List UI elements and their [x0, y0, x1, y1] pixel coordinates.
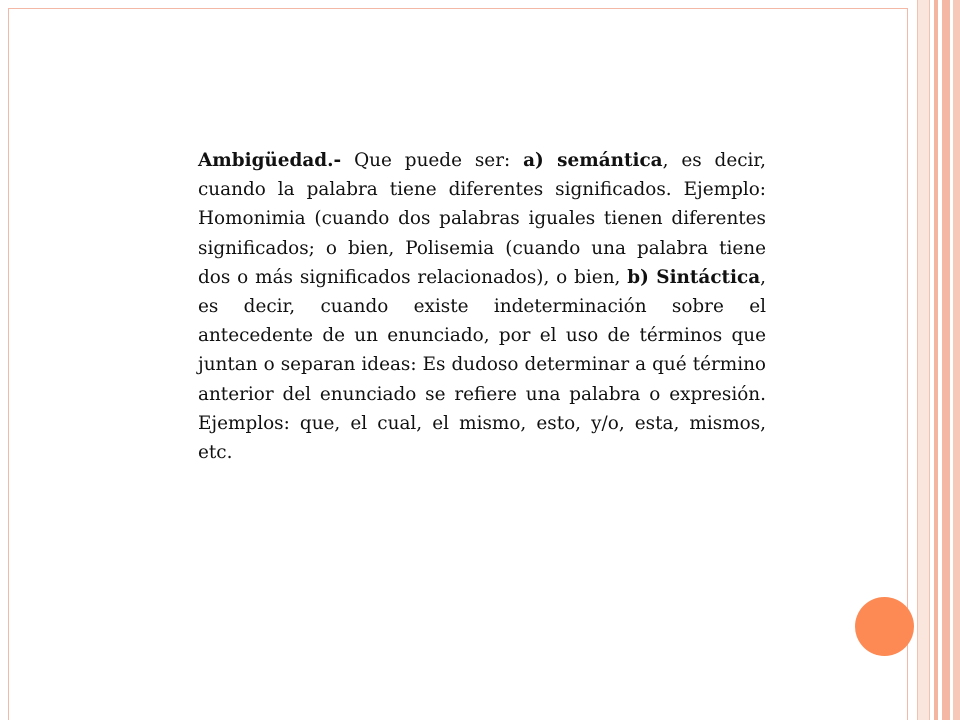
decorative-circle: [855, 597, 914, 656]
text-segment: Que puede ser:: [341, 150, 524, 171]
term-heading: Ambigüedad.-: [198, 150, 342, 171]
decorative-stripe: [953, 0, 960, 720]
decorative-stripe: [917, 0, 930, 720]
option-a-label: a) semántica: [523, 150, 663, 171]
body-paragraph: [198, 146, 766, 467]
text-segment: , es decir, cuando la palabra tiene diferentes significados. Ejemplo: Homonimia (cuando dos palabras iguales tienen diferentes significados; o bien, Polisemia (cuando una palabra tiene dos o más significados relacionados), o bien,: [198, 150, 767, 288]
decorative-stripe: [934, 0, 938, 720]
option-b-label: b) Sintáctica: [627, 266, 761, 288]
decorative-stripe: [942, 0, 950, 720]
text-segment: , es decir, cuando existe indeterminación sobre el antecedente de un enunciado, por el uso de términos que juntan o separan ideas: Es dudoso determinar a qué término anterior del enunciado se refiere una palabra o expresión. Ejemplos: que, el cual, el mismo, esto, y/o, esta, mismos, etc.: [198, 266, 766, 464]
